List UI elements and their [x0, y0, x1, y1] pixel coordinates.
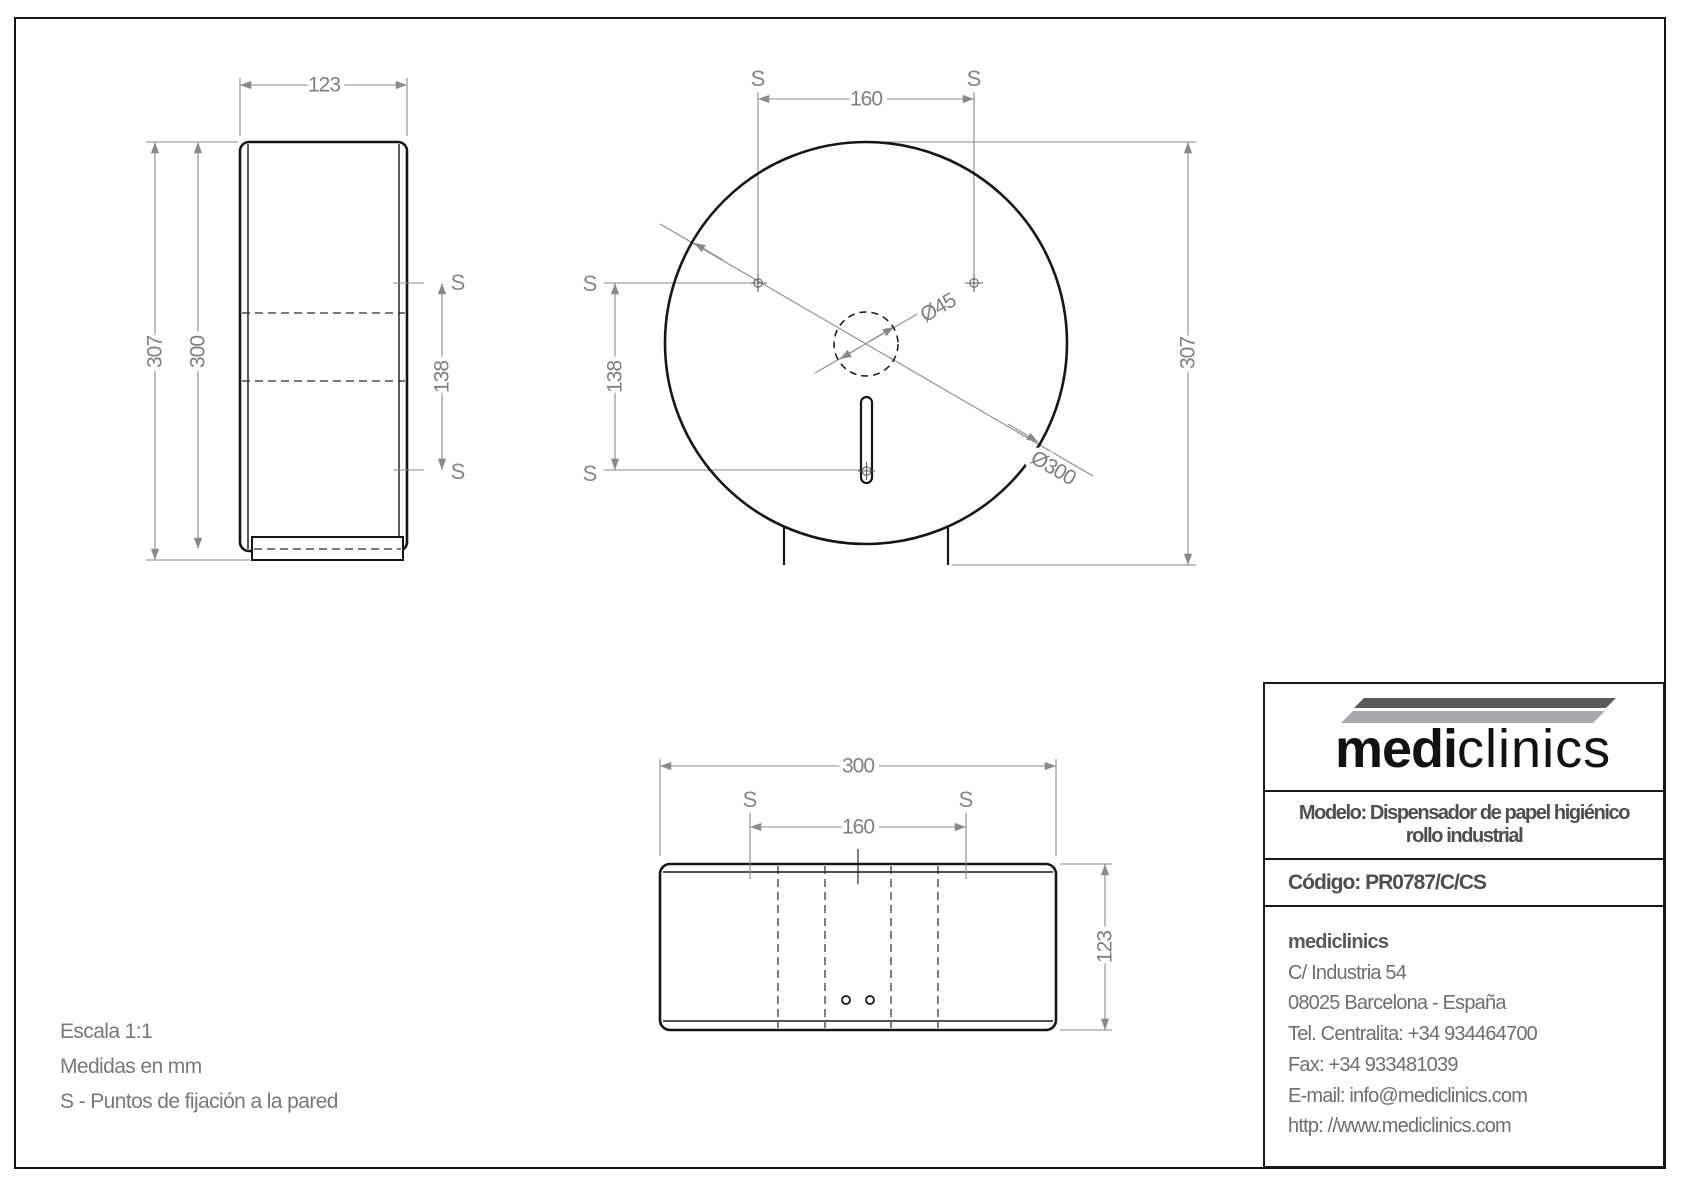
side-view: [144, 74, 466, 561]
dimension-text: 138: [430, 360, 454, 394]
note-units: Medidas en mm: [60, 1055, 202, 1078]
product-code: Código: PR0787/C/CS: [1288, 871, 1487, 894]
fixing-point-label: S: [450, 459, 466, 484]
diameter-arrow: [1008, 424, 1038, 442]
code-cell: [1265, 860, 1663, 907]
title-block: [1263, 682, 1665, 1168]
front-height-dimension: [1177, 142, 1200, 565]
model-cell: [1265, 792, 1663, 860]
company-name: mediclinics: [1288, 931, 1389, 953]
logo-bold-part: medi: [1335, 719, 1458, 779]
note-scale: Escala 1:1: [60, 1020, 153, 1043]
bottom-view: [660, 755, 1117, 1031]
dimension-text: 160: [849, 87, 883, 111]
company-fax: Fax: +34 933481039: [1288, 1053, 1458, 1076]
dimension-text: 307: [1176, 336, 1200, 370]
company-city: 08025 Barcelona - España: [1288, 992, 1506, 1015]
dimension-text: 300: [841, 754, 875, 778]
bottom-depth-dimension: [1060, 864, 1117, 1030]
bottom-body-outline: [660, 864, 1056, 1030]
dimension-text: 307: [143, 335, 167, 369]
company-web: http: //www.mediclinics.com: [1288, 1115, 1511, 1138]
fixing-point-label: S: [966, 66, 982, 91]
fixing-point-label: S: [582, 461, 598, 486]
front-fixing-h-dimension: [751, 66, 982, 111]
fixing-point-label: S: [450, 270, 466, 295]
screw-hole: [866, 996, 874, 1004]
side-width-dimension: [240, 74, 407, 137]
dimension-text: 160: [841, 815, 875, 839]
model-line1: Modelo: Dispensador de papel higiénico: [1298, 802, 1630, 824]
side-body-outline: [240, 142, 407, 551]
dimension-text: 138: [603, 360, 627, 394]
side-body-height-dimension: [187, 142, 210, 549]
diameter-arrow: [694, 243, 723, 260]
diameter-line: [660, 224, 1093, 476]
company-street: C/ Industria 54: [1288, 961, 1407, 984]
diameter-text: Ø300: [1026, 446, 1080, 490]
fixing-point-label: S: [750, 66, 766, 91]
fixing-point-label: S: [958, 787, 974, 812]
bottom-width-dimension: [660, 755, 1056, 857]
core-diameter-text: Ø45: [916, 288, 960, 328]
fixing-point-label: S: [742, 787, 758, 812]
mediclinics-logo: [1335, 718, 1611, 780]
logo-stripe-dark: [1354, 698, 1616, 708]
company-email: E-mail: info@mediclinics.com: [1288, 1084, 1528, 1107]
logo-light-part: clinics: [1457, 719, 1612, 779]
dimension-text: 300: [186, 335, 210, 369]
drawing-notes: [60, 1014, 338, 1119]
screw-hole: [842, 996, 850, 1004]
front-view: [583, 66, 1200, 565]
dimension-text: 123: [1093, 930, 1117, 964]
note-fixing: S - Puntos de fijación a la pared: [60, 1090, 338, 1113]
logo-cell: [1265, 684, 1663, 792]
model-line2: rollo industrial: [1405, 825, 1523, 847]
fixing-point-symbol: [965, 274, 983, 292]
core-diameter-arrow: [840, 346, 862, 359]
fixing-point-symbol: [749, 274, 767, 292]
company-cell: [1265, 907, 1663, 1166]
front-fixing-v-dimension: [583, 271, 627, 486]
core-diameter-arrow: [870, 327, 894, 341]
company-phone: Tel. Centralita: +34 934464700: [1288, 1023, 1537, 1046]
fixing-point-label: S: [582, 271, 598, 296]
dimension-text: 123: [307, 73, 341, 97]
